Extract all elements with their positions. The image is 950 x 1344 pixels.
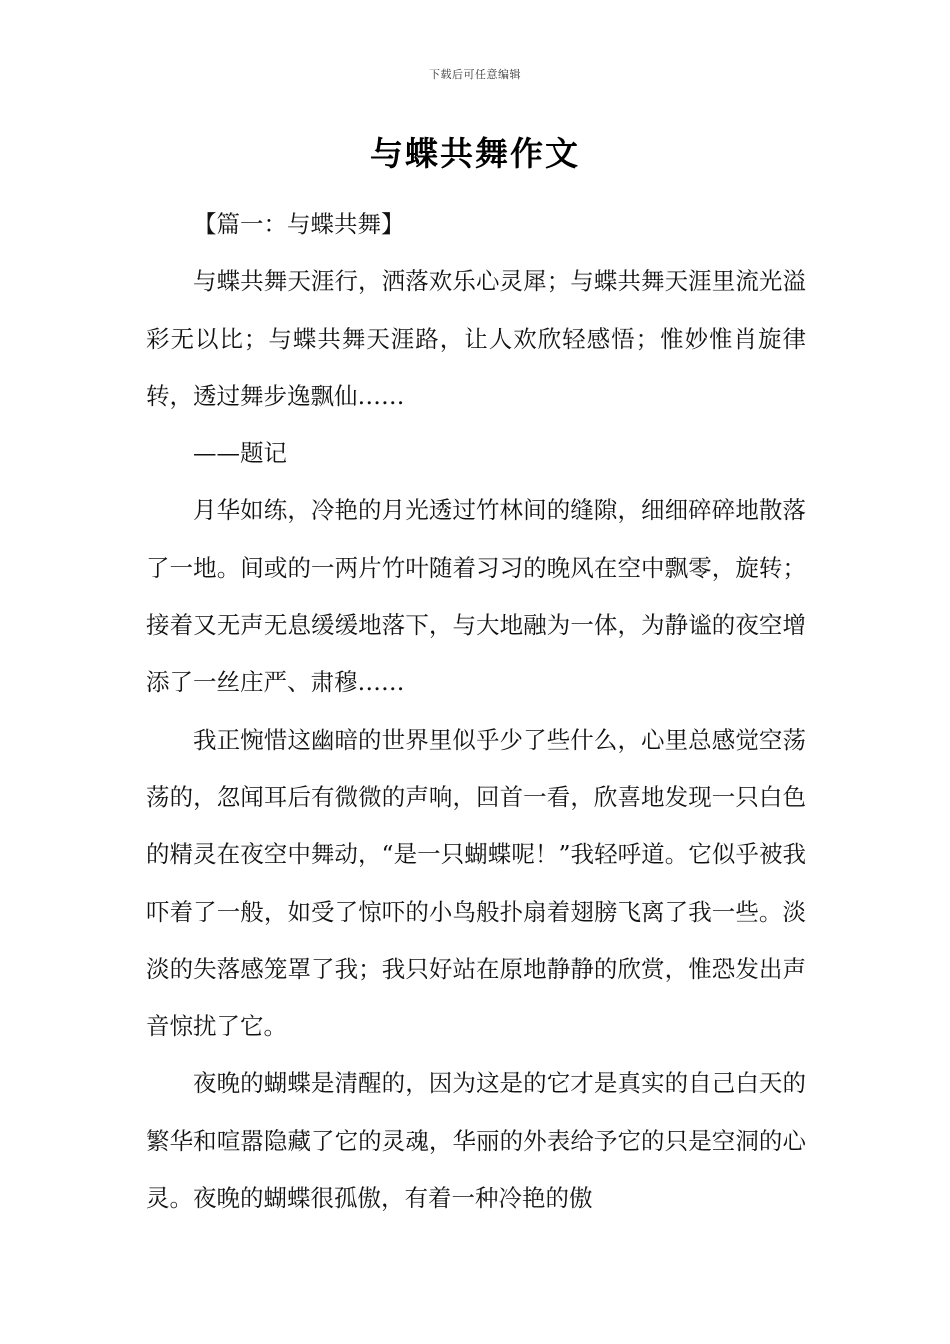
header-note: 下载后可任意编辑 [429, 68, 521, 81]
paragraph-moonlight: 月华如练，冷艳的月光透过竹林间的缝隙，细细碎碎地散落了一地。间或的一两片竹叶随着习习的晚风在空中飘零，旋转；接着又无声无息缓缓地落下，与大地融为一体，为静谧的夜空增添了一丝庄严、肃穆…… [146, 496, 806, 697]
paragraph-night-butterfly: 夜晚的蝴蝶是清醒的，因为这是的它才是真实的自己白天的繁华和喧嚣隐藏了它的灵魂，华丽的外表给予它的只是空洞的心灵。夜晚的蝴蝶很孤傲，有着一种冷艳的傲 [146, 1069, 806, 1213]
paragraph-butterfly-discovery: 我正惋惜这幽暗的世界里似乎少了些什么，心里总感觉空荡荡的，忽闻耳后有微微的声响，回首一看，欣喜地发现一只白色的精灵在夜空中舞动，“是一只蝴蝶呢！”我轻呼道。它似乎被我吓着了一般，如受了惊吓的小鸟般扑扇着翅膀飞离了我一些。淡淡的失落感笼罩了我；我只好站在原地静静的欣赏，惟恐发出声音惊扰了它。 [146, 725, 806, 1041]
section-heading: 【篇一：与蝶共舞】 [193, 210, 405, 238]
page-title: 与蝶共舞作文 [370, 134, 580, 173]
paragraph-poem: 与蝶共舞天涯行，洒落欢乐心灵犀；与蝶共舞天涯里流光溢彩无以比；与蝶共舞天涯路，让人欢欣轻感悟；惟妙惟肖旋律转，透过舞步逸飘仙…… [146, 267, 806, 410]
paragraph-inscription: ——题记 [193, 439, 287, 468]
article-body [146, 196, 806, 1227]
